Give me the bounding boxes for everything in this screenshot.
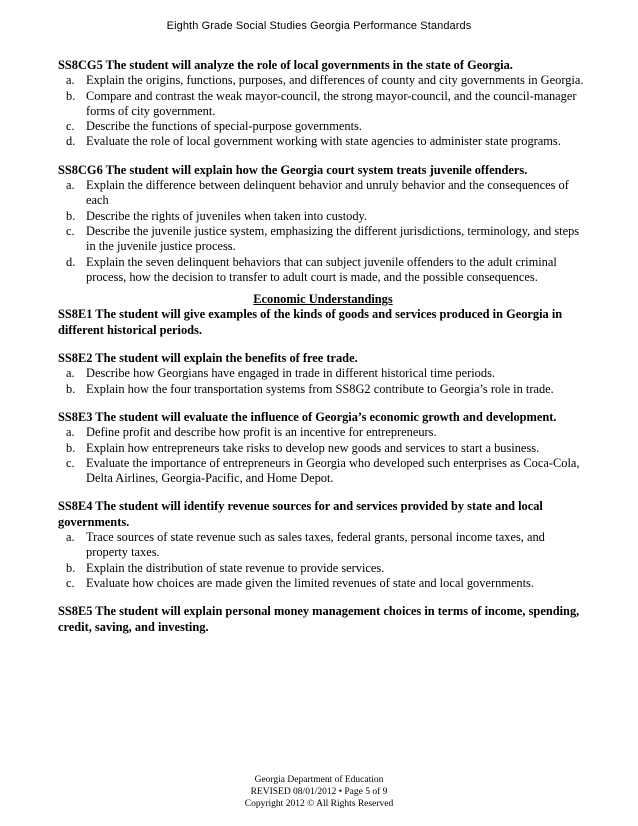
standard-block (58, 410, 588, 486)
element-letter: c. (66, 575, 75, 590)
element-item (58, 178, 588, 209)
element-text: Evaluate how choices are made given the limited revenues of state and local governments. (86, 575, 534, 590)
spacer (58, 397, 588, 410)
element-text: Explain the distribution of state revenue to provide services. (86, 560, 385, 575)
spacer (58, 486, 588, 499)
element-item (58, 382, 588, 397)
standard-title: SS8CG5 The student will analyze the role of local governments in the state of Georgia. (58, 58, 513, 72)
element-item (58, 366, 588, 381)
element-list (58, 425, 588, 486)
page-header: Eighth Grade Social Studies Georgia Performance Standards (166, 20, 472, 32)
element-text: Explain the difference between delinquent behavior and unruly behavior and the consequences of each (86, 178, 569, 208)
element-text: Define profit and describe how profit is an incentive for entrepreneurs. (86, 425, 437, 440)
element-item (58, 441, 588, 456)
element-item (58, 255, 588, 286)
spacer (58, 150, 588, 163)
standard-title: SS8E3 The student will evaluate the influence of Georgia’s economic growth and development. (58, 409, 557, 424)
footer-organization: Georgia Department of Education (254, 775, 384, 785)
element-item (58, 73, 588, 88)
spacer (58, 285, 588, 292)
footer-revision: REVISED 08/01/2012 • Page 5 of 9 (250, 787, 388, 797)
standard-title: SS8E4 The student will identify revenue sources for and services provided by state and local governments. (58, 499, 543, 529)
element-item (58, 89, 588, 120)
page-footer (0, 774, 638, 810)
element-item (58, 576, 588, 591)
element-text: Trace sources of state revenue such as sales taxes, federal grants, personal income taxes, and property taxes. (86, 530, 545, 560)
element-letter: b. (66, 381, 76, 396)
element-list (58, 178, 588, 285)
spacer (58, 338, 588, 351)
element-letter: a. (66, 73, 75, 88)
element-letter: d. (66, 134, 76, 149)
element-item (58, 561, 588, 576)
page-content (58, 58, 588, 635)
standard-block (58, 604, 588, 635)
standard-title: SS8CG6 The student will explain how the Georgia court system treats juvenile offenders. (58, 162, 528, 177)
element-item (58, 425, 588, 440)
element-item (58, 119, 588, 134)
element-letter: b. (66, 440, 76, 455)
element-text: Evaluate the role of local government working with state agencies to administer state programs. (86, 134, 561, 149)
element-text: Evaluate the importance of entrepreneurs in Georgia who developed such enterprises as Coca-Cola, Delta Airlines, Georgia-Pacific, and Home Depot. (86, 455, 580, 486)
element-letter: a. (66, 425, 75, 440)
element-item (58, 224, 588, 255)
element-letter: b. (66, 88, 76, 103)
element-letter: a. (66, 366, 75, 381)
element-letter: a. (66, 178, 75, 193)
spacer (58, 591, 588, 604)
element-letter: d. (66, 254, 76, 269)
element-letter: b. (66, 560, 76, 575)
element-text: Explain how entrepreneurs take risks to develop new goods and services to start a business. (86, 440, 540, 455)
standard-title: SS8E1 The student will give examples of the kinds of goods and services produced in Georgia in different historical periods. (58, 307, 563, 337)
standard-block (58, 58, 588, 150)
standard-title: SS8E5 The student will explain personal money management choices in terms of income, spending, credit, saving, and investing. (58, 604, 580, 634)
element-list (58, 73, 588, 149)
element-item (58, 530, 588, 561)
standard-block (58, 351, 588, 397)
element-text: Describe the juvenile justice system, emphasizing the different jurisdictions, terminology, and steps in the juvenile justice process. (86, 223, 580, 254)
standard-block (58, 499, 588, 591)
element-letter: b. (66, 208, 76, 223)
element-letter: c. (66, 119, 75, 134)
element-text: Explain how the four transportation systems from SS8G2 contribute to Georgia’s role in trade. (86, 381, 554, 396)
element-item (58, 209, 588, 224)
element-list (58, 530, 588, 591)
element-item (58, 134, 588, 149)
element-text: Explain the origins, functions, purposes, and differences of county and city governments in Georgia. (86, 73, 584, 88)
element-text: Compare and contrast the weak mayor-council, the strong mayor-council, and the council-manager forms of city government. (86, 88, 577, 118)
standard-title: SS8E2 The student will explain the benefits of free trade. (58, 351, 358, 366)
element-list (58, 366, 588, 397)
footer-copyright: Copyright 2012 © All Rights Reserved (244, 799, 394, 809)
element-letter: c. (66, 455, 75, 470)
element-letter: a. (66, 530, 75, 545)
element-item (58, 456, 588, 487)
element-text: Describe the rights of juveniles when taken into custody. (86, 208, 368, 223)
standard-block (58, 163, 588, 285)
element-text: Describe the functions of special-purpose governments. (86, 119, 362, 134)
element-letter: c. (66, 223, 75, 238)
section-heading: Economic Understandings (253, 292, 393, 307)
standard-block (58, 307, 588, 338)
element-text: Describe how Georgians have engaged in trade in different historical time periods. (86, 366, 495, 381)
element-text: Explain the seven delinquent behaviors that can subject juvenile offenders to the adult criminal process, how the decision to transfer to adult court is made, and the possible consequences. (86, 254, 557, 284)
